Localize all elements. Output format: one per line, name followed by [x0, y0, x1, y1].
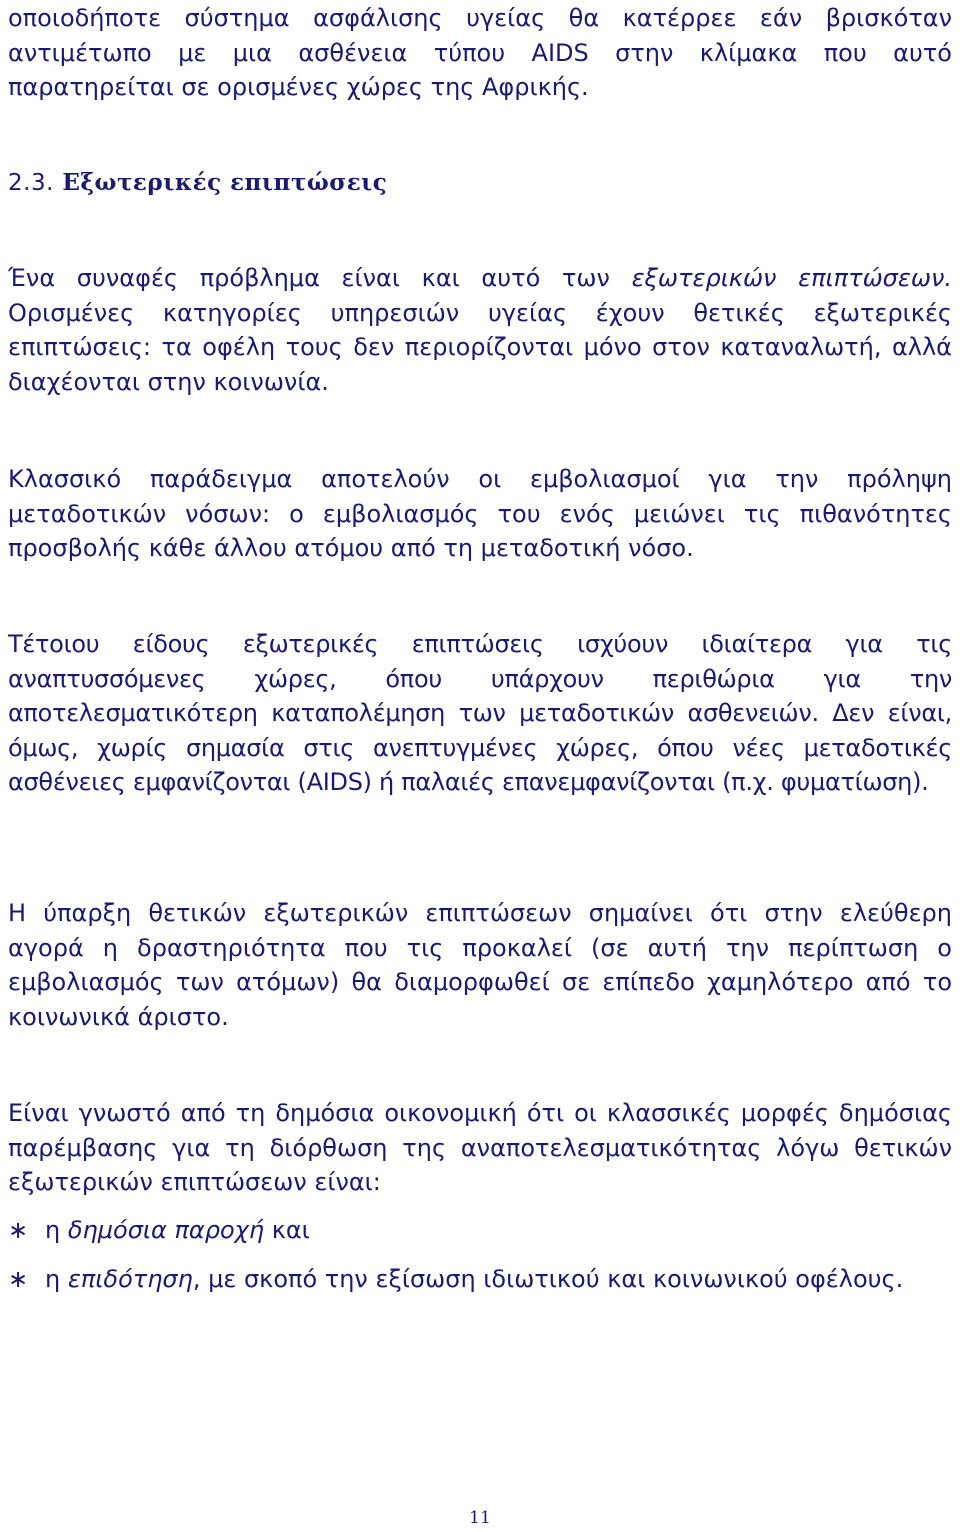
asterisk-bullet-icon: ∗ — [8, 1265, 29, 1293]
page-number: 11 — [469, 1508, 491, 1528]
paragraph-text: Ορισμένες κατηγορίες υπηρεσιών υγείας έχουν θετικές εξωτερικές επιπτώσεις: τα οφέλη τους δεν περιορίζονται μόνο στον καταναλωτή, αλλά διαχέονται στην κοινωνία. — [8, 298, 952, 396]
list-item-public-provision — [8, 1213, 960, 1248]
paragraph-text: Ένα συναφές πρόβλημα είναι και αυτό των — [8, 264, 632, 292]
list-item-subsidy — [8, 1262, 960, 1297]
section-number: 2.3. — [8, 170, 54, 196]
list-item-text: , με σκοπό την εξίσωση ιδιωτικού και κοινωνικού οφέλους. — [192, 1265, 904, 1293]
list-item-text: και — [264, 1216, 310, 1244]
intro-paragraph: οποιοδήποτε σύστημα ασφάλισης υγείας θα κατέρρεε εάν βρισκόταν αντιμέτωπο με μια ασθένεια τύπου AIDS στην κλίμακα που αυτό παρατηρείται σε ορισμένες χώρες της Αφρικής. — [8, 4, 952, 101]
list-item-emphasis: δημόσια παροχή — [67, 1216, 265, 1244]
list-item-emphasis: επιδότηση — [67, 1265, 193, 1293]
paragraph-vaccination-example: Κλασσικό παράδειγμα αποτελούν οι εμβολιασμοί για την πρόληψη μεταδοτικών νόσων: ο εμβολιασμός του ενός μειώνει τις πιθανότητες προσβολής κάθε άλλου ατόμου από τη μεταδοτική νόσο. — [8, 465, 952, 562]
asterisk-bullet-icon: ∗ — [8, 1216, 29, 1244]
paragraph-free-market: Η ύπαρξη θετικών εξωτερικών επιπτώσεων σημαίνει ότι στην ελεύθερη αγορά η δραστηριότητα που τις προκαλεί (σε αυτή την περίπτωση ο εμβολιασμός των ατόμων) θα διαμορφωθεί σε επίπεδο χαμηλότερο από το κοινωνικά άριστο. — [8, 899, 952, 1031]
paragraph-externalities — [8, 261, 952, 399]
paragraph-emphasis: εξωτερικών επιπτώσεων. — [631, 264, 952, 292]
list-item-text: η — [45, 1216, 68, 1244]
section-heading — [8, 166, 952, 201]
section-title: Εξωτερικές επιπτώσεις — [62, 169, 388, 196]
list-item-text: η — [45, 1265, 68, 1293]
paragraph-public-intervention: Είναι γνωστό από τη δημόσια οικονομική ότι οι κλασσικές μορφές δημόσιας παρέμβασης για τη διόρθωση της αναποτελεσματικότητας λόγω θετικών εξωτερικών επιπτώσεων είναι: — [8, 1099, 952, 1196]
paragraph-developing-countries: Τέτοιου είδους εξωτερικές επιπτώσεις ισχύουν ιδιαίτερα για τις αναπτυσσόμενες χώρες, όπου υπάρχουν περιθώρια για την αποτελεσματικότερη καταπολέμηση των μεταδοτικών ασθενειών. Δεν είναι, όμως, χωρίς σημασία στις ανεπτυγμένες χώρες, όπου νέες μεταδοτικές ασθένειες εμφανίζονται (AIDS) ή παλαιές επανεμφανίζονται (π.χ. φυματίωση). — [8, 630, 952, 796]
